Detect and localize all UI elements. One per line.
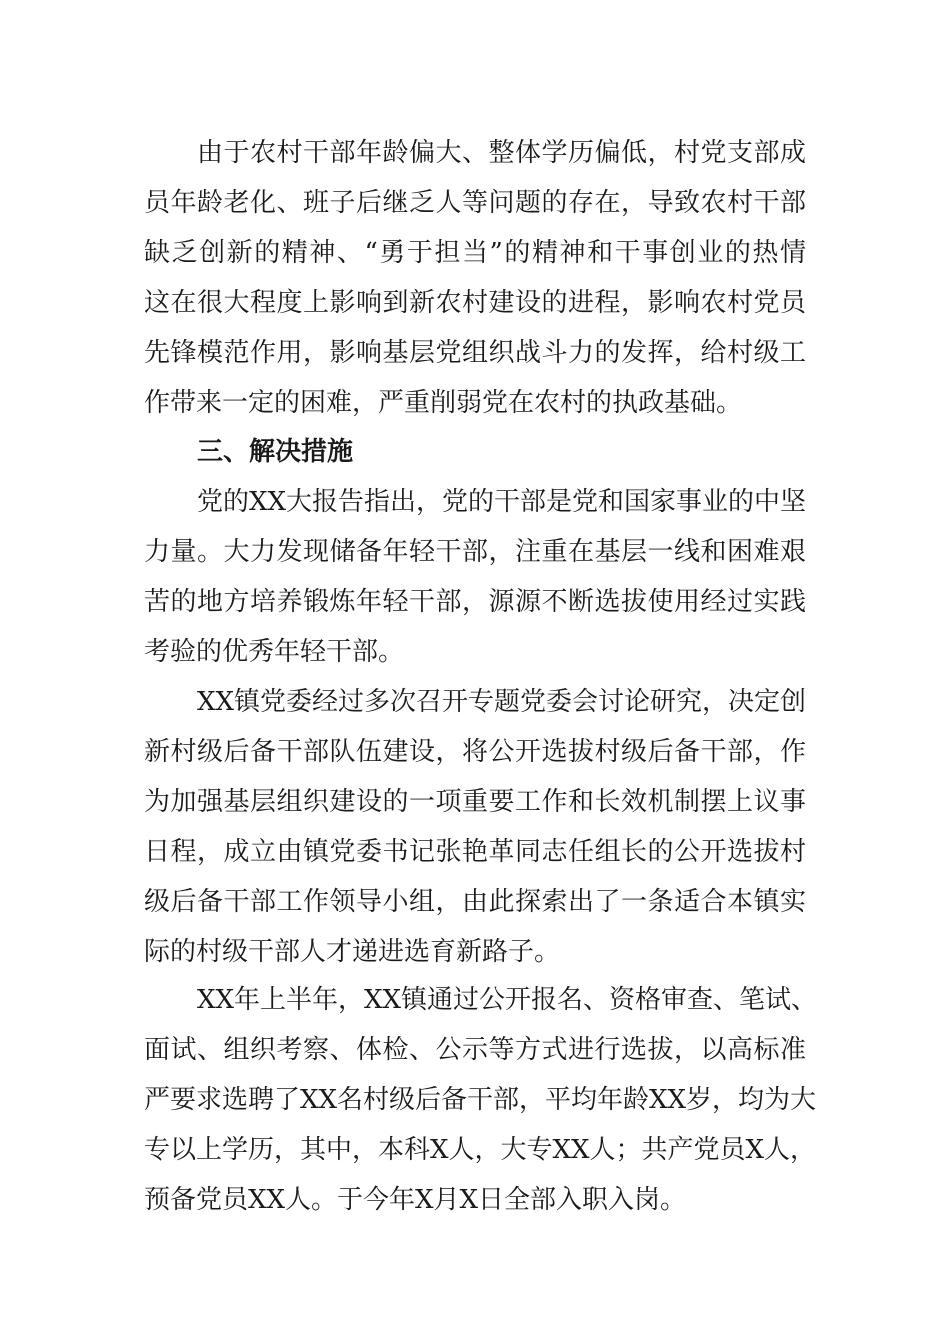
paragraph-3-line-1: XX镇党委经过多次召开专题党委会讨论研究，决定创	[197, 687, 807, 717]
paragraph-3-line-6: 际的村级干部人才递进选育新路子。	[144, 937, 561, 967]
paragraph-3-line-3: 为加强基层组织建设的一项重要工作和长效机制摆上议事	[144, 787, 806, 817]
paragraph-1-line-5: 先锋模范作用，影响基层党组织战斗力的发挥，给村级工	[144, 338, 806, 368]
paragraph-3-line-4: 日程，成立由镇党委书记张艳革同志任组长的公开选拔村	[144, 837, 806, 867]
paragraph-1-line-3: 缺乏创新的精神、“勇于担当”的精神和干事创业的热情	[144, 238, 806, 268]
paragraph-4-line-5: 预备党员XX人。于今年X月X日全部入职入岗。	[144, 1185, 687, 1215]
paragraph-4-line-4: 专以上学历，其中，本科X人，大专XX人；共产党员X人，	[144, 1135, 817, 1165]
paragraph-4-line-1: XX年上半年，XX镇通过公开报名、资格审查、笔试、	[197, 985, 818, 1015]
paragraph-2-line-3: 苦的地方培养锻炼年轻干部，源源不断选拔使用经过实践	[144, 587, 806, 617]
section-heading: 三、解决措施	[197, 437, 354, 467]
paragraph-3-line-5: 级后备干部工作领导小组，由此探索出了一条适合本镇实	[144, 887, 806, 917]
paragraph-1-line-1: 由于农村干部年龄偏大、整体学历偏低，村党支部成	[197, 138, 806, 168]
paragraph-2-line-1: 党的XX大报告指出，党的干部是党和国家事业的中坚	[197, 487, 807, 517]
paragraph-2-line-2: 力量。大力发现储备年轻干部，注重在基层一线和困难艰	[144, 537, 806, 567]
paragraph-3-line-2: 新村级后备干部队伍建设，将公开选拔村级后备干部，作	[144, 737, 806, 767]
paragraph-4-line-3: 严要求选聘了XX名村级后备干部，平均年龄XX岁，均为大	[144, 1085, 817, 1115]
paragraph-1-line-4: 这在很大程度上影响到新农村建设的进程，影响农村党员	[144, 288, 806, 318]
paragraph-1-line-6: 作带来一定的困难，严重削弱党在农村的执政基础。	[144, 388, 743, 418]
paragraph-1-line-2: 员年龄老化、班子后继乏人等问题的存在，导致农村干部	[144, 188, 806, 218]
paragraph-2-line-4: 考验的优秀年轻干部。	[144, 637, 405, 667]
paragraph-4-line-2: 面试、组织考察、体检、公示等方式进行选拔，以高标准	[144, 1035, 806, 1065]
